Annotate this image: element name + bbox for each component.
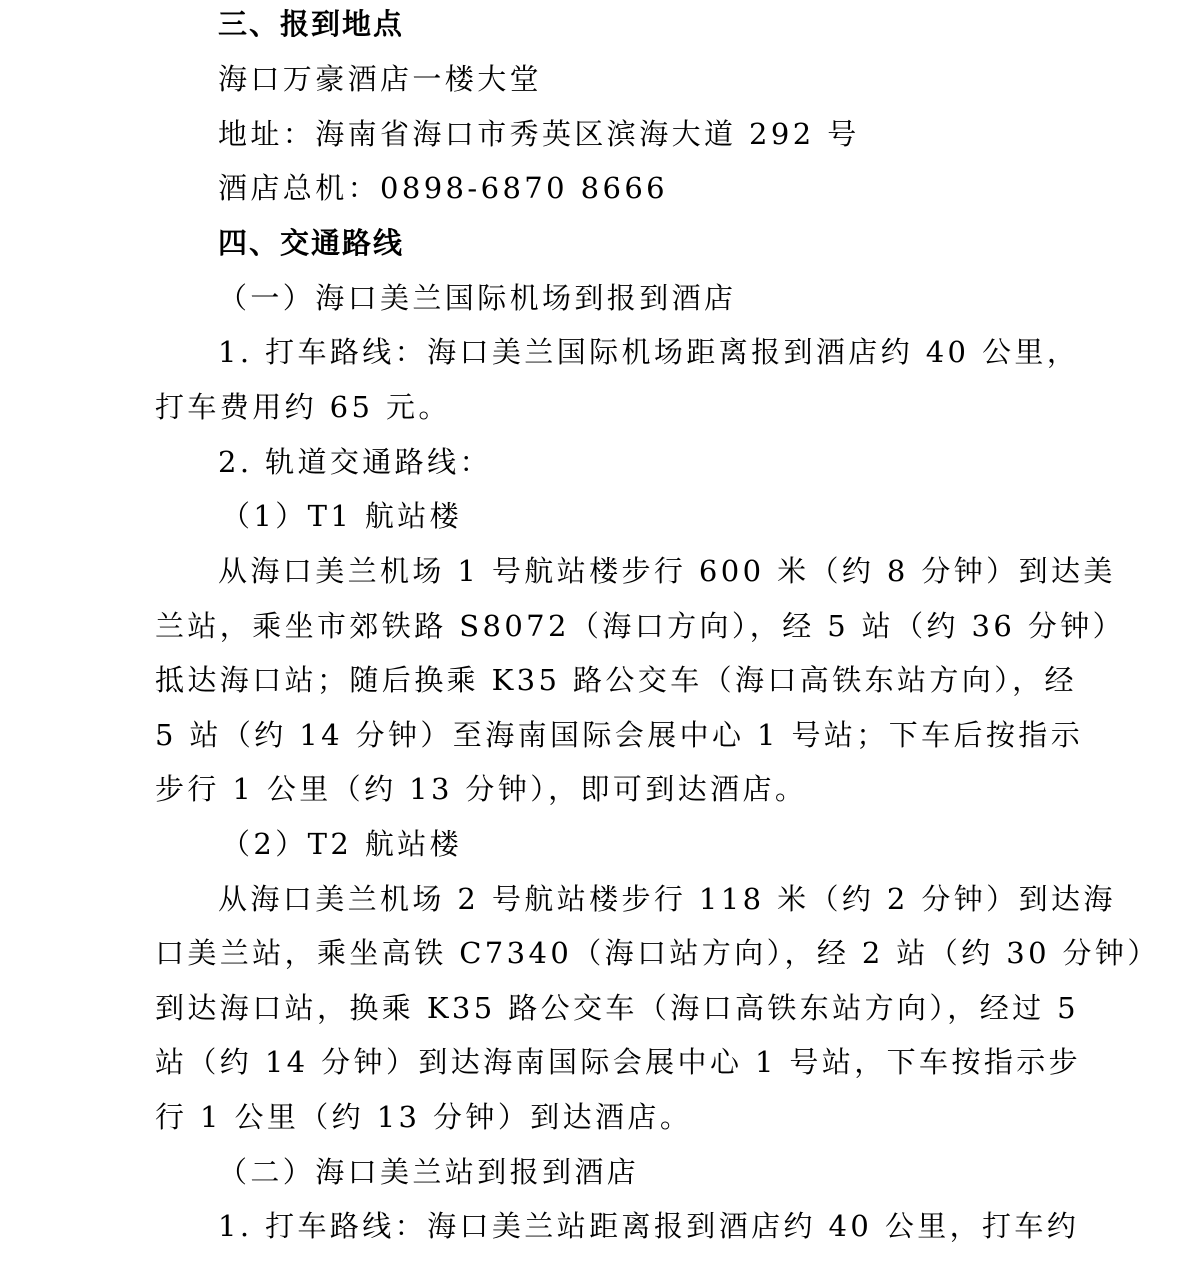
route-t2-line-5: 行 1 公里（约 13 分钟）到达酒店。 <box>155 1100 693 1134</box>
route-title-t2: （2）T2 航站楼 <box>221 827 463 861</box>
route-t1-line-3: 抵达海口站；随后换乘 K35 路公交车（海口高铁东站方向），经 <box>155 663 1077 697</box>
route-t2-line-3: 到达海口站，换乘 K35 路公交车（海口高铁东站方向），经过 5 <box>155 991 1079 1025</box>
route-t2-line-1: 从海口美兰机场 2 号航站楼步行 118 米（约 2 分钟）到达海 <box>218 882 1116 916</box>
taxi-route-line-2: 打车费用约 65 元。 <box>155 390 451 424</box>
route-t2-line-2: 口美兰站，乘坐高铁 C7340（海口站方向），经 2 站（约 30 分钟） <box>155 936 1160 970</box>
route-t1-line-5: 步行 1 公里（约 13 分钟），即可到达酒店。 <box>155 772 808 806</box>
section-heading-transport-routes: 四、交通路线 <box>218 226 405 260</box>
hotel-name: 海口万豪酒店一楼大堂 <box>218 62 543 96</box>
hotel-address: 地址：海南省海口市秀英区滨海大道 292 号 <box>218 117 860 151</box>
subsection-title-meilan-station: （二）海口美兰站到报到酒店 <box>218 1155 640 1189</box>
taxi-route-line-1: 1. 打车路线：海口美兰国际机场距离报到酒店约 40 公里， <box>218 335 1080 369</box>
meilan-taxi-route-line-1: 1. 打车路线：海口美兰站距离报到酒店约 40 公里，打车约 <box>218 1209 1080 1243</box>
subsection-title-airport: （一）海口美兰国际机场到报到酒店 <box>218 281 737 315</box>
route-t1-line-4: 5 站（约 14 分钟）至海南国际会展中心 1 号站；下车后按指示 <box>155 718 1084 752</box>
route-t2-line-4: 站（约 14 分钟）到达海南国际会展中心 1 号站，下车按指示步 <box>155 1045 1082 1079</box>
route-t1-line-2: 兰站，乘坐市郊铁路 S8072（海口方向），经 5 站（约 36 分钟） <box>155 609 1126 643</box>
hotel-phone: 酒店总机：0898-6870 8666 <box>218 171 669 205</box>
rail-route-label: 2. 轨道交通路线： <box>218 445 492 479</box>
route-t1-line-1: 从海口美兰机场 1 号航站楼步行 600 米（约 8 分钟）到达美 <box>218 554 1116 588</box>
route-title-t1: （1）T1 航站楼 <box>221 499 463 533</box>
section-heading-registration-location: 三、报到地点 <box>218 7 405 41</box>
